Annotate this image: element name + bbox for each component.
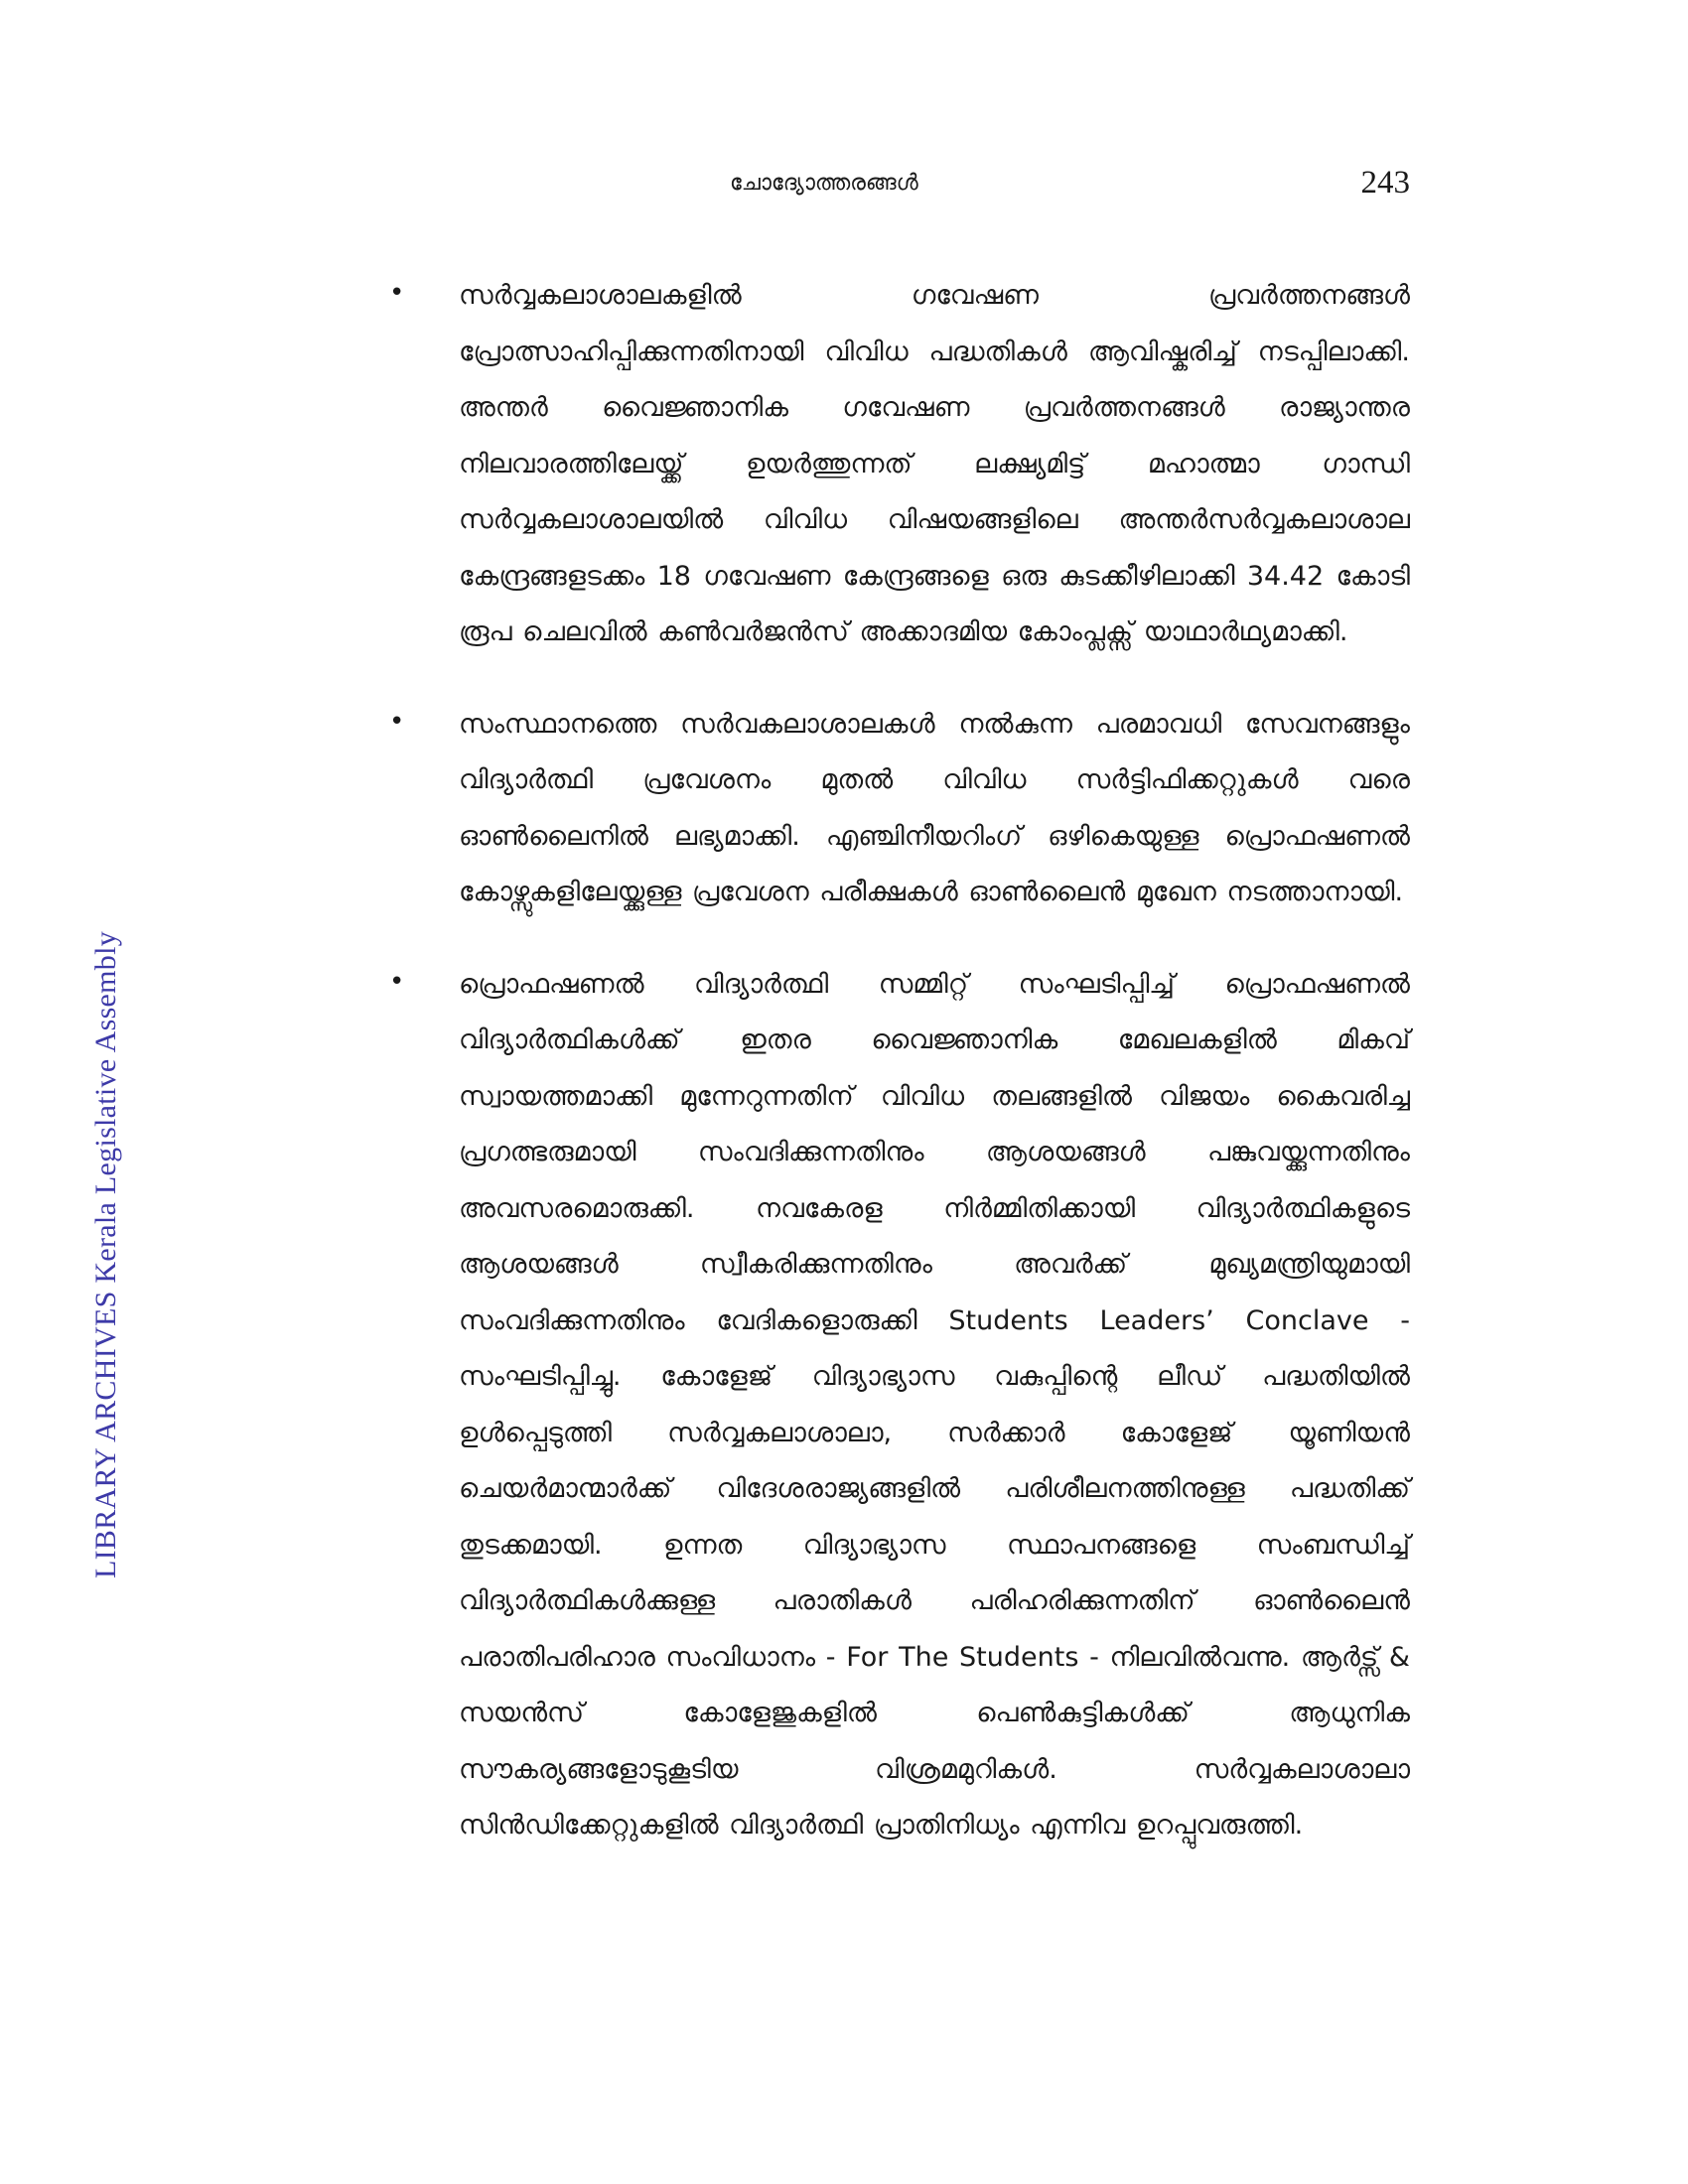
list-item-text: സർവ്വകലാശാലകളിൽ ഗവേഷണ പ്രവർത്തനങ്ങൾ പ്രോത്സാഹിപ്പിക്കുന്നതിനായി വിവിധ പദ്ധതികൾ ആവിഷ്കരിച്ച് നടപ്പിലാക്കി. അന്തർ വൈജ്ഞാനിക ഗവേഷണ പ്രവർത്തനങ്ങൾ രാജ്യാന്തര നിലവാരത്തിലേയ്ക്ക് ഉയർത്തുന്നത് ലക്ഷ്യമിട്ട് മഹാത്മാ ഗാന്ധി സർവ്വകലാശാലയിൽ വിവിധ വിഷയങ്ങളിലെ അന്തർസർവ്വകലാശാല കേന്ദ്രങ്ങളടക്കം 18 ഗവേഷണ കേന്ദ്രങ്ങളെ ഒരു കുടക്കീഴിലാക്കി 34.42 കോടി രൂപ ചെലവിൽ കൺവർജൻസ് അക്കാദമിയ കോംപ്ലക്സ് യാഥാർഥ്യമാക്കി. bbox=[459, 280, 1410, 647]
archive-watermark: LIBRARY ARCHIVES Kerala Legislative Assembly bbox=[89, 930, 122, 1578]
running-header bbox=[635, 165, 1410, 205]
list-item bbox=[387, 697, 1410, 921]
list-item bbox=[387, 268, 1410, 661]
bullet-icon: • bbox=[389, 706, 405, 737]
list-item-text: പ്രൊഫഷണൽ വിദ്യാർത്ഥി സമ്മിറ്റ് സംഘടിപ്പിച്ച് പ്രൊഫഷണൽ വിദ്യാർത്ഥികൾക്ക് ഇതര വൈജ്ഞാനിക മേഖലകളിൽ മികവ് സ്വായത്തമാക്കി മുന്നേറുന്നതിന് വിവിധ തലങ്ങളിൽ വിജയം കൈവരിച്ച പ്രഗത്ഭരുമായി സംവദിക്കുന്നതിനും ആശയങ്ങൾ പങ്കുവയ്ക്കുന്നതിനും അവസരമൊരുക്കി. നവകേരള നിർമ്മിതിക്കായി വിദ്യാർത്ഥികളുടെ ആശയങ്ങൾ സ്വീകരിക്കുന്നതിനും അവർക്ക് മുഖ്യമന്ത്രിയുമായി സംവദിക്കുന്നതിനും വേദികളൊരുക്കി Students Leaders’ Conclave - സംഘടിപ്പിച്ചു. കോളേജ് വിദ്യാഭ്യാസ വകുപ്പിന്റെ ലീഡ് പദ്ധതിയിൽ ഉൾപ്പെടുത്തി സർവ്വകലാശാലാ, സർക്കാർ കോളേജ് യൂണിയൻ ചെയർമാന്മാർക്ക് വിദേശരാജ്യങ്ങളിൽ പരിശീലനത്തിനുള്ള പദ്ധതിക്ക് തുടക്കമായി. ഉന്നത വിദ്യാഭ്യാസ സ്ഥാപനങ്ങളെ സംബന്ധിച്ച് വിദ്യാർത്ഥികൾക്കുള്ള പരാതികൾ പരിഹരിക്കുന്നതിന് ഓൺലൈൻ പരാതിപരിഹാര സംവിധാനം - For The Students - നിലവിൽവന്നു. ആർട്സ് & സയൻസ് കോളേജുകളിൽ പെൺകുട്ടികൾക്ക് ആധുനിക സൗകര്യങ്ങളോടുകൂടിയ വിശ്രമമുറികൾ. സർവ്വകലാശാലാ സിൻഡിക്കേറ്റുകളിൽ വിദ്യാർത്ഥി പ്രാതിനിധ്യം എന്നിവ ഉറപ്പുവരുത്തി. bbox=[459, 968, 1410, 1841]
bullet-icon: • bbox=[389, 966, 405, 997]
page-number: 243 bbox=[1360, 165, 1410, 201]
list-item bbox=[387, 957, 1410, 1854]
list-item-text: സംസ്ഥാനത്തെ സർവകലാശാലകൾ നൽകുന്ന പരമാവധി സേവനങ്ങളും വിദ്യാർത്ഥി പ്രവേശനം മുതൽ വിവിധ സർട്ടിഫിക്കറ്റുകൾ വരെ ഓൺലൈനിൽ ലഭ്യമാക്കി. എഞ്ചിനീയറിംഗ് ഒഴികെയുള്ള പ്രൊഫഷണൽ കോഴ്സുകളിലേയ്ക്കുള്ള പ്രവേശന പരീക്ഷകൾ ഓൺലൈൻ മുഖേന നടത്താനായി. bbox=[459, 708, 1410, 907]
running-title: ചോദ്യോത്തരങ്ങൾ bbox=[730, 171, 918, 196]
bullet-list bbox=[387, 268, 1410, 1890]
bullet-icon: • bbox=[389, 278, 405, 308]
